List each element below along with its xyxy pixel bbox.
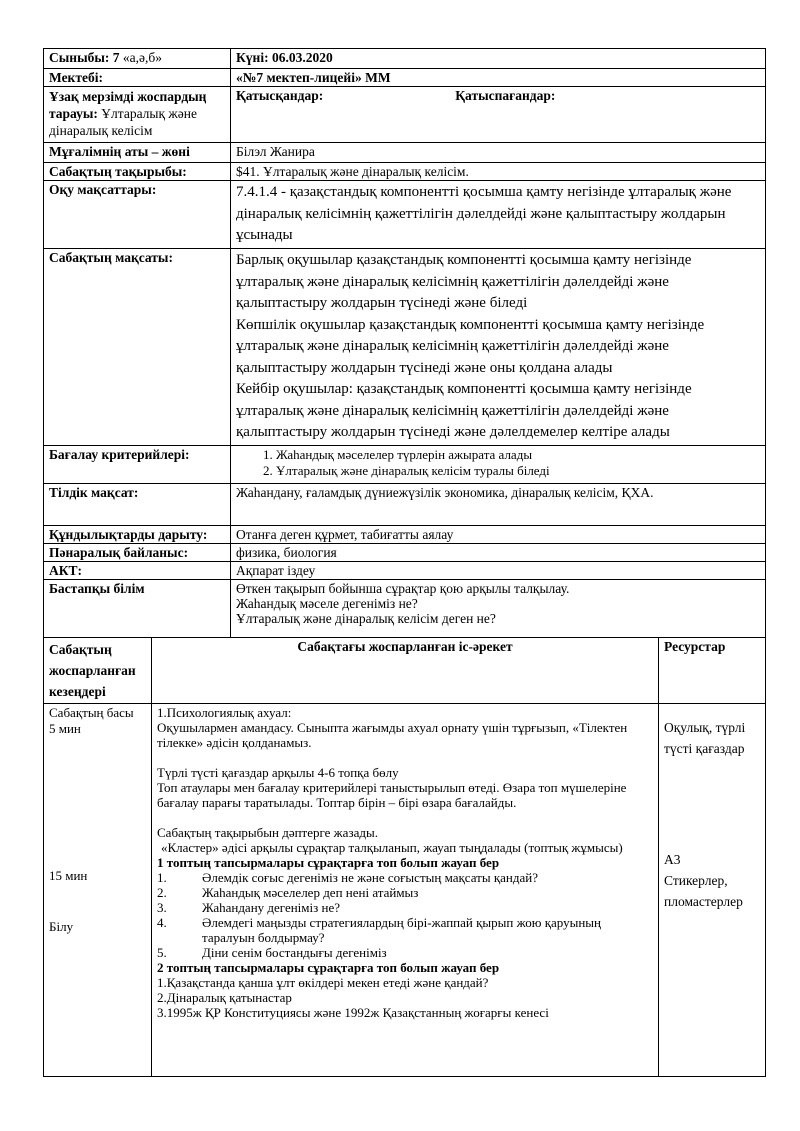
stage-know-time: 15 мин (49, 867, 88, 883)
ict-row (44, 561, 766, 579)
topic-label: Сабақтың тақырыбы: (44, 163, 231, 181)
teacher-row (44, 143, 766, 163)
psych-text: Оқушылармен амандасу. Сыныпта жағымды ахуал орнату үшін тұрғызып, «Тілектен тілекке» әдісін қолданамыз. (157, 719, 628, 750)
criteria-item: 2. Ұлтаралық және дінаралық келісім туралы біледі (276, 463, 760, 479)
class-row (44, 49, 766, 69)
task1-item: 2. Жаһандық мәселелер деп нені атаймыз (157, 884, 419, 900)
prior-line: Жаһандық мәселе дегеніміз не? (236, 595, 418, 611)
task1-item: 5. Діни сенім бостандығы дегеніміз (157, 944, 387, 960)
task2-line: 3.1995ж ҚР Конституциясы және 1992ж Қазақстанның жоғарғы кенесі (157, 1004, 549, 1020)
section-row (44, 87, 766, 143)
resources-2b: Стикерлер, пломастерлер (664, 872, 743, 909)
plan-body-row (44, 703, 766, 1076)
stage-start-time: 5 мин (49, 720, 81, 736)
prior-knowledge-row (44, 579, 766, 637)
topic-value: $41. Ұлтаралық және дінаралық келісім. (231, 163, 766, 181)
criteria-row (44, 445, 766, 483)
section-value: Ұлтаралық және дінаралық келісім (49, 106, 197, 138)
links-row (44, 543, 766, 561)
learning-objectives-row (44, 181, 766, 249)
day-label: Күні: (236, 50, 269, 65)
stage-know: Білу (49, 918, 74, 934)
school-row (44, 69, 766, 87)
language-label: Тілдік мақсат: (44, 483, 231, 525)
values-value: Отанға деген құрмет, табиғатты аялау (231, 525, 766, 543)
task2-title: 2 топтың тапсырмалары сұрақтарға топ болып жауап бер (157, 959, 500, 975)
lesson-info-table (43, 48, 766, 638)
teacher-value: Білэл Жанира (231, 143, 766, 163)
task2-line: 1.Қазақстанда қанша ұлт өкілдері мекен етеді және қандай? (157, 974, 489, 990)
topic-row (44, 163, 766, 181)
groups-line-1: Түрлі түсті қағаздар арқылы 4-6 топқа бөлу (157, 764, 399, 780)
links-label: Пәнаралық байланыс: (44, 543, 231, 561)
lesson-objective-some: Кейбір оқушылар: қазақстандық компонентті қосымша қамту негізінде ұлтаралық және дінаралық келісімнің қажеттілігін дәлелдейді және қалыптастыру жолдарын түсінеді және дәлелдемелер келтіре алады (236, 381, 692, 440)
prior-knowledge-label: Бастапқы білім (44, 579, 231, 637)
task2-line: 2.Дінаралық қатынастар (157, 989, 292, 1005)
section-label: Ұзақ мерзімді жоспардың тарауы: (49, 89, 207, 121)
absent-label: Қатыспағандар: (455, 88, 556, 103)
col-activity-header: Сабақтағы жоспарланған іс-әрекет (152, 637, 659, 703)
links-value: физика, биология (231, 543, 766, 561)
lesson-plan-table (43, 637, 766, 1077)
task1-item: 3. Жаһандану дегеніміз не? (157, 899, 341, 915)
class-value: «а,ә,б» (122, 50, 163, 65)
lesson-objective-all: Барлық оқушылар қазақстандық компонентті қосымша қамту негізінде ұлтаралық және дінаралық келісімнің қажеттілігін дәлелдейді және қалыптастыру жолдарын түсінеді және біледі (236, 252, 692, 311)
col-resources-header: Ресурстар (659, 637, 766, 703)
prior-line: Өткен тақырып бойынша сұрақтар қою арқылы талқылау. (236, 580, 570, 596)
resources-2a: А3 (664, 851, 681, 867)
present-label: Қатысқандар: (236, 88, 324, 103)
plan-header-row (44, 637, 766, 703)
criteria-label: Бағалау критерийлері: (44, 445, 231, 483)
school-label: Мектебі: (44, 69, 231, 87)
values-label: Құндылықтарды дарыту: (44, 525, 231, 543)
class-label: Сыныбы: 7 (49, 50, 120, 65)
lesson-objective-most: Көпшілік оқушылар қазақстандық компонентті қосымша қамту негізінде ұлтаралық және дінаралық келісімнің қажеттілігін дәлелдейді және қалыптастыру жолдарын түсінеді және оны қолдана алады (236, 316, 705, 376)
resources-1: Оқулық, түрлі түсті қағаздар (664, 719, 746, 756)
criteria-item: 1. Жаһандық мәселелер түрлерін ажырата алады (276, 447, 760, 463)
ict-label: АКТ: (44, 561, 231, 579)
teacher-label: Мұғалімнің аты – жөні (44, 143, 231, 163)
day-value: 06.03.2020 (271, 50, 333, 65)
learning-objectives-value: 7.4.1.4 - қазақстандық компонентті қосымша қамту негізінде ұлтаралық және дінаралық келісімнің қажеттілігін дәлелдейді және қалыптастыру жолдарын ұсынады (231, 181, 766, 249)
psych-title: 1.Психологиялық ахуал: (157, 704, 292, 720)
criteria-list (236, 447, 760, 479)
prior-line: Ұлтаралық және дінаралық келісім деген не? (236, 610, 496, 626)
lesson-objectives-row (44, 249, 766, 446)
school-value: «№7 мектеп-лицейі» ММ (231, 69, 766, 87)
task1-title: 1 топтың тапсырмалары сұрақтарға топ болып жауап бер (157, 854, 500, 870)
lesson-plan (43, 48, 765, 1077)
language-value: Жаһандану, ғаламдық дүниежүзілік экономика, дінаралық келісім, ҚХА. (231, 483, 766, 525)
col-stage-header: Сабақтың жоспарланған кезеңдері (44, 637, 152, 703)
stage-start: Сабақтың басы (49, 704, 134, 720)
task1-item: 1. Әлемдік соғыс дегеніміз не және соғыстың мақсаты қандай? (157, 869, 538, 885)
topic-note: Сабақтың тақырыбын дәптерге жазады. (157, 824, 378, 840)
learning-objectives-label: Оқу мақсаттары: (44, 181, 231, 249)
values-row (44, 525, 766, 543)
task1-item: 4. Әлемдегі маңызды стратегиялардың бірі-жаппай қырып жою қаруының таралуын болдырмау? (157, 914, 602, 945)
language-row (44, 483, 766, 525)
cluster-note: «Кластер» әдісі арқылы сұрақтар талқыланып, жауап тыңдалады (топтық жұмысы) (161, 839, 623, 855)
lesson-objectives-label: Сабақтың мақсаты: (44, 249, 231, 446)
groups-line-2: Топ атаулары мен бағалау критерийлері таныстырылып өтеді. Өзара топ мүшелеріне бағалау парағы таратылады. Топтар бірін – бірі өзара бағалайды. (157, 779, 627, 810)
ict-value: Ақпарат іздеу (231, 561, 766, 579)
